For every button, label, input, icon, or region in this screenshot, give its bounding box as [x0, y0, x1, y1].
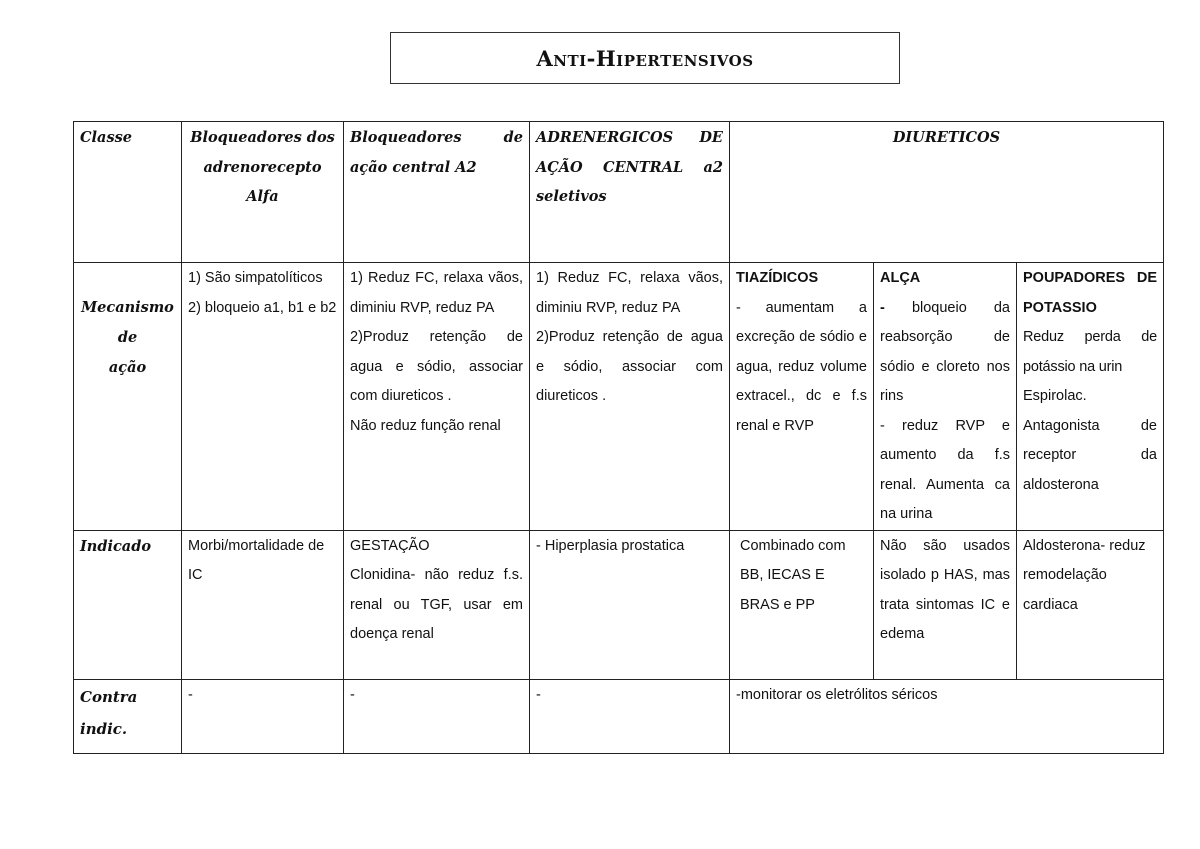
mecanismo-row [74, 263, 1164, 531]
mecanismo-central-p3: Não reduz função renal [350, 417, 501, 434]
row-label-contra [74, 679, 182, 753]
mecanismo-poupadores-cell [1017, 263, 1164, 531]
row-label-indicado: Indicado [74, 530, 182, 679]
mecanismo-adren-p1: 1) Reduz FC, relaxa vãos, diminiu RVP, reduz PA [536, 270, 723, 316]
alca-bullet: - [880, 299, 885, 316]
header-classe: Classe [74, 122, 182, 263]
indicado-tiazidicos: Combinado com BB, IECAS E BRAS e PP [730, 530, 874, 679]
header-adrenergicos: ADRENERGICOS DE AÇÃO CENTRAL a2 seletivos [530, 122, 730, 263]
mecanismo-central-cell [344, 263, 530, 531]
alca-p1: bloqueio da reabsorção de sódio e cloreto nos rins [880, 299, 1010, 404]
row-label-mecanismo [74, 263, 182, 531]
contra-diureticos: -monitorar os eletrólitos séricos [730, 679, 1164, 753]
mecanismo-label-line1: Mecanismo [81, 299, 174, 316]
mecanismo-alfa-p2: 2) bloqueio a1, b1 e b2 [188, 299, 337, 316]
indicado-central-p2: Clonidina- não reduz f.s. renal ou TGF, usar em doença renal [350, 567, 523, 642]
indicado-poupadores: Aldosterona- reduz remodelação cardiaca [1017, 530, 1164, 679]
indicado-row [74, 530, 1164, 679]
contra-central: - [344, 679, 530, 753]
mecanismo-label-line3: ação [108, 359, 147, 376]
indicado-adrenergicos: - Hiperplasia prostatica [530, 530, 730, 679]
mecanismo-central-p1: 1) Reduz FC, relaxa vãos, diminiu RVP, reduz PA [350, 270, 523, 316]
alca-p2: - reduz RVP e aumento da f.s renal. Aumenta ca na urina [880, 417, 1010, 522]
contra-adrenergicos: - [530, 679, 730, 753]
header-row [74, 122, 1164, 263]
mecanismo-adrenergicos-cell [530, 263, 730, 531]
poupadores-p2: Espirolac. [1023, 388, 1087, 404]
tiazidicos-text: - aumentam a excreção de sódio e agua, reduz volume extracel., dc e f.s renal e RVP [736, 299, 867, 434]
mecanismo-tiazidicos-cell [730, 263, 874, 531]
header-diureticos: DIURETICOS [730, 122, 1164, 263]
indicado-alfa: Morbi/mortalidade de IC [182, 530, 344, 679]
indicado-central-p1: GESTAÇÃO [350, 537, 430, 554]
contra-label-line1: Contra [80, 687, 138, 706]
indicado-alca: Não são usados isolado p HAS, mas trata sintomas IC e edema [874, 530, 1017, 679]
poupadores-p3: Antagonista de receptor da aldosterona [1023, 417, 1157, 493]
header-alfa: Bloqueadores dos adrenorecepto Alfa [182, 122, 344, 263]
contra-label-line2: indic. [80, 719, 128, 738]
mecanismo-central-p2: 2)Produz retenção de agua e sódio, associar com diureticos . [350, 329, 523, 404]
mecanismo-label-line2: de [117, 329, 138, 346]
antihypertensive-table [73, 121, 1164, 754]
tiazidicos-title: TIAZÍDICOS [736, 270, 819, 286]
mecanismo-adren-p2: 2)Produz retenção de agua e sódio, associar com diureticos . [536, 329, 723, 404]
indicado-central-cell [344, 530, 530, 679]
mecanismo-alfa-p1: 1) São simpatolíticos [188, 270, 323, 286]
header-central-a2: Bloqueadores de ação central A2 [344, 122, 530, 263]
poupadores-title: POUPADORES DE POTASSIO [1023, 270, 1157, 316]
contra-alfa: - [182, 679, 344, 753]
mecanismo-alfa-cell [182, 263, 344, 531]
title-box [390, 32, 900, 84]
contra-row [74, 679, 1164, 753]
mecanismo-alca-cell [874, 263, 1017, 531]
alca-title: ALÇA [880, 270, 921, 286]
poupadores-p1: Reduz perda de potássio na urin [1023, 329, 1157, 375]
document-title: Anti-Hipertensivos [536, 45, 754, 71]
